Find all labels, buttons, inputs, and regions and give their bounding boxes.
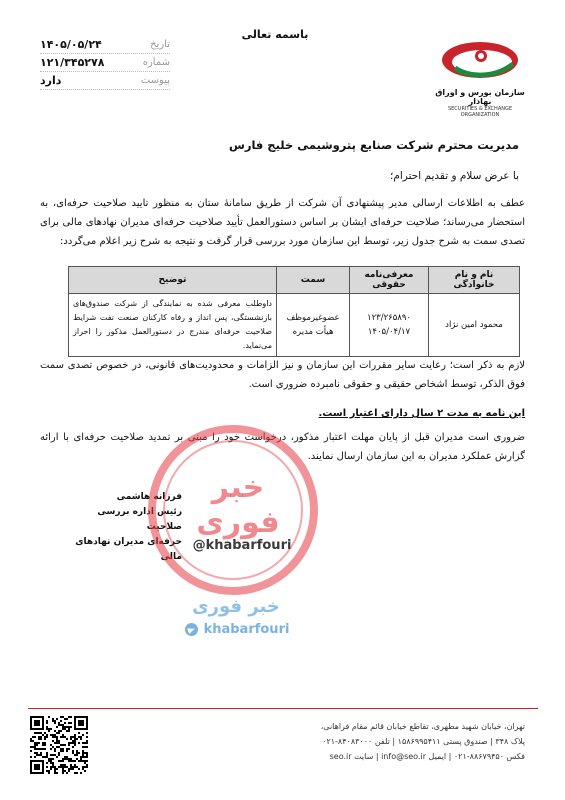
logo-name-fa: سازمان بورس و اوراق بهادار	[435, 88, 525, 106]
signer-name: فرزانه هاشمی	[116, 492, 182, 502]
logo-name-en: SECURITIES & EXCHANGE ORGANIZATION	[447, 106, 513, 118]
watermark-stamp-handle: @khabarfouri	[192, 538, 292, 553]
letter-number: ۱۲۳/۲۶۵۸۹۰	[367, 313, 411, 323]
approval-table	[68, 266, 520, 357]
seo-emblem-icon	[435, 38, 525, 82]
col-letter-header: معرفی‌نامه حقوقی	[350, 267, 429, 294]
seo-logo	[435, 38, 525, 118]
paragraph-renewal: ضروری است مدیران قبل از پایان مهلت اعتبار مذکور، درخواست خود را مبنی بر تمدید صلاحیت حرفه‌ای با ارائه گزارش عملکرد مدیران به این سازمان ارسال نمایند.	[40, 432, 525, 462]
cell-description: داوطلب معرفی شده به نمایندگی از شرکت صندوق‌های بازنشستگی، پس انداز و رفاه کارکنان صنعت نفت شرایط صلاحیت حرفه‌ای مندرج در دستورالعمل مذکور را احراز می‌نماید.	[69, 294, 277, 357]
position-line-2: هیأت مدیره	[292, 327, 334, 337]
watermark-word: خبر فوری	[192, 596, 280, 617]
letter-meta	[40, 36, 170, 90]
signer-title-2: حرفه‌ای مدیران نهادهای مالی	[75, 537, 182, 562]
col-description-header: توضیح	[69, 267, 277, 294]
watermark-handle: khabarfouri	[203, 622, 290, 637]
recipient: مدیریت محترم شرکت صنایع پتروشیمی خلیج فارس	[228, 138, 519, 152]
number-value: ۱۲۱/۳۴۵۲۷۸	[40, 56, 105, 69]
footer-line-1: تهران، خیابان شهید مطهری، تقاطع خیابان قائم مقام فراهانی،	[320, 722, 525, 731]
telegram-icon	[185, 623, 198, 636]
date-row	[40, 36, 170, 54]
number-label: شماره	[142, 57, 170, 68]
footer-line-3: فکس ۸۸۶۷۹۴۵۰-۰۲۱ | ایمیل info@seo.ir | سایت seo.ir	[329, 752, 525, 761]
date-value: ۱۴۰۵/۰۵/۲۴	[40, 38, 102, 51]
watermark-stamp-word: خبر فوری	[196, 470, 280, 540]
cell-name: محمود امین نژاد	[429, 294, 520, 357]
letter-heading: باسمه تعالی	[241, 28, 309, 41]
signer-title-1: رئیس اداره بررسی صلاحیت	[97, 507, 182, 532]
paragraph-intro: عطف به اطلاعات ارسالی مدیر پیشنهادی آن شرکت از طریق سامانهٔ ستان به منظور تایید صلاحیت حرفه‌ای، به استحضار می‌رساند؛ صلاحیت حرفه‌ای ایشان بر اساس دستورالعمل تأیید صلاحیت حرفه‌ای مدیران نهادهای مالی برای تصدی سمت به شرح جدول زیر، توسط این سازمان مورد بررسی قرار گرفت و نتیجه به شرح زیر اعلام می‌گردد:	[40, 198, 525, 247]
table-header-row	[69, 267, 520, 294]
letter-date: ۱۴۰۵/۰۴/۱۷	[367, 327, 411, 337]
col-position-header: سمت	[277, 267, 350, 294]
cell-position	[277, 294, 350, 357]
greeting: با عرض سلام و تقدیم احترام؛	[390, 170, 519, 182]
col-name-header: نام و نام خانوادگی	[429, 267, 520, 294]
footer-divider	[28, 708, 538, 709]
position-line-1: عضوغیرموظف	[286, 313, 340, 323]
validity-note: این نامه به مدت ۲ سال دارای اعتبار است.	[318, 408, 525, 419]
table-row	[69, 294, 520, 357]
attachment-value: دارد	[40, 74, 62, 87]
qr-code-icon	[30, 716, 88, 774]
footer-address	[235, 719, 525, 764]
watermark-handle-row	[162, 622, 312, 637]
attachment-label: پیوست	[140, 75, 170, 86]
attachment-row	[40, 72, 170, 90]
cell-letter	[350, 294, 429, 357]
footer-line-2: پلاک ۳۴۸ | صندوق پستی ۱۵۸۶۹۹۵۴۱۱ | تلفن ۸۴۰۸۳۰۰۰-۰۲۱	[322, 737, 525, 746]
date-label: تاریخ	[150, 39, 170, 50]
number-row	[40, 54, 170, 72]
paragraph-note: لازم به ذکر است؛ رعایت سایر مقررات این سازمان و نیز الزامات و محدودیت‌های قانونی، در خصوص تصدی سمت فوق الذکر، توسط اشخاص حقیقی و حقوقی نامبرده ضروری است.	[40, 360, 525, 390]
